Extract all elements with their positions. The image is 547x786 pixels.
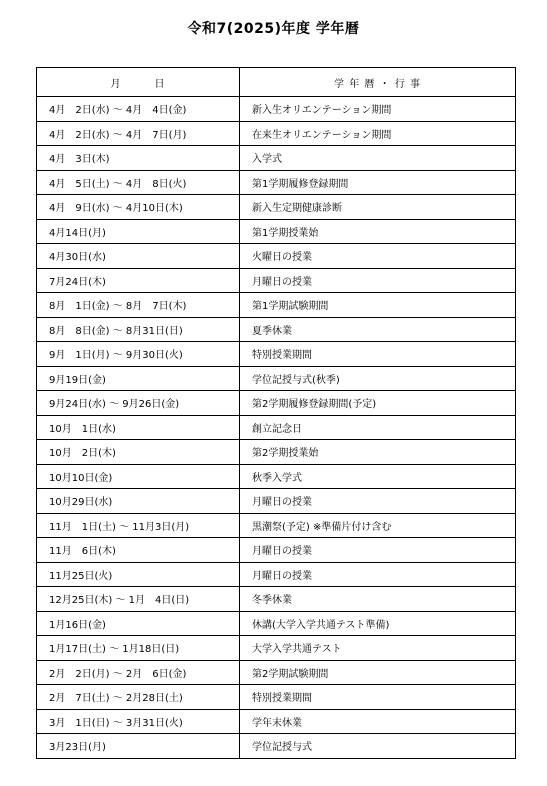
row-event: 創立記念日: [240, 415, 516, 440]
row-date: 12月25日(木) 〜 1月 4日(日): [37, 587, 240, 612]
row-date: 7月24日(木): [37, 268, 240, 293]
row-event: 冬季休業: [240, 587, 516, 612]
table-row: [37, 611, 516, 636]
row-date: 3月 1日(日) 〜 3月31日(火): [37, 709, 240, 734]
row-event: 特別授業期間: [240, 685, 516, 710]
table-row: [37, 293, 516, 318]
academic-calendar-table: [36, 67, 516, 759]
row-date: 11月 1日(土) 〜 11月3日(月): [37, 513, 240, 538]
row-event: 第1学期授業始: [240, 219, 516, 244]
row-event: 月曜日の授業: [240, 538, 516, 563]
table-row: [37, 636, 516, 661]
row-date: 4月 2日(水) 〜 4月 4日(金): [37, 97, 240, 122]
row-date: 9月24日(水) 〜 9月26日(金): [37, 391, 240, 416]
row-date: 10月10日(金): [37, 464, 240, 489]
table-row: [37, 121, 516, 146]
row-event: 新入生定期健康診断: [240, 195, 516, 220]
row-date: 4月30日(水): [37, 244, 240, 269]
row-date: 4月 2日(水) 〜 4月 7日(月): [37, 121, 240, 146]
row-event: 火曜日の授業: [240, 244, 516, 269]
row-date: 1月16日(金): [37, 611, 240, 636]
row-date: 4月 9日(水) 〜 4月10日(木): [37, 195, 240, 220]
date-column-header: 月 日: [37, 68, 240, 97]
table-row: [37, 464, 516, 489]
table-row: [37, 195, 516, 220]
table-row: [37, 317, 516, 342]
row-event: 第2学期履修登録期間(予定): [240, 391, 516, 416]
row-event: 特別授業期間: [240, 342, 516, 367]
row-date: 8月 1日(金) 〜 8月 7日(木): [37, 293, 240, 318]
row-event: 第2学期授業始: [240, 440, 516, 465]
row-date: 11月 6日(木): [37, 538, 240, 563]
table-row: [37, 97, 516, 122]
table-row: [37, 660, 516, 685]
row-event: 秋季入学式: [240, 464, 516, 489]
row-event: 学年末休業: [240, 709, 516, 734]
table-row: [37, 366, 516, 391]
row-event: 入学式: [240, 146, 516, 171]
page-title: 令和7(2025)年度 学年暦: [187, 21, 360, 37]
row-date: 2月 2日(月) 〜 2月 6日(金): [37, 660, 240, 685]
row-event: 在来生オリエンテーション期間: [240, 121, 516, 146]
row-date: 2月 7日(土) 〜 2月28日(土): [37, 685, 240, 710]
table-row: [37, 734, 516, 759]
row-event: 黒潮祭(予定) ※準備片付け含む: [240, 513, 516, 538]
row-event: 休講(大学入学共通テスト準備): [240, 611, 516, 636]
row-event: 大学入学共通テスト: [240, 636, 516, 661]
table-row: [37, 562, 516, 587]
row-event: 月曜日の授業: [240, 268, 516, 293]
row-event: 月曜日の授業: [240, 562, 516, 587]
table-row: [37, 146, 516, 171]
table-row: [37, 342, 516, 367]
table-row: [37, 415, 516, 440]
row-event: 第1学期試験期間: [240, 293, 516, 318]
row-event: 新入生オリエンテーション期間: [240, 97, 516, 122]
table-row: [37, 513, 516, 538]
table-row: [37, 709, 516, 734]
table-row: [37, 587, 516, 612]
table-row: [37, 685, 516, 710]
row-date: 9月 1日(月) 〜 9月30日(火): [37, 342, 240, 367]
row-date: 4月 3日(木): [37, 146, 240, 171]
row-date: 10月29日(水): [37, 489, 240, 514]
row-event: 第1学期履修登録期間: [240, 170, 516, 195]
row-date: 10月 2日(木): [37, 440, 240, 465]
row-date: 9月19日(金): [37, 366, 240, 391]
row-event: 学位記授与式: [240, 734, 516, 759]
table-row: [37, 244, 516, 269]
row-date: 4月 5日(土) 〜 4月 8日(火): [37, 170, 240, 195]
row-date: 10月 1日(水): [37, 415, 240, 440]
table-row: [37, 489, 516, 514]
event-column-header: 学 年 暦 ・ 行 事: [240, 68, 516, 97]
row-event: 第2学期試験期間: [240, 660, 516, 685]
row-event: 夏季休業: [240, 317, 516, 342]
table-header-row: [37, 68, 516, 97]
row-date: 11月25日(火): [37, 562, 240, 587]
row-event: 学位記授与式(秋季): [240, 366, 516, 391]
row-date: 3月23日(月): [37, 734, 240, 759]
table-row: [37, 538, 516, 563]
table-row: [37, 440, 516, 465]
table-row: [37, 268, 516, 293]
row-date: 1月17日(土) 〜 1月18日(日): [37, 636, 240, 661]
table-row: [37, 219, 516, 244]
table-row: [37, 170, 516, 195]
row-date: 8月 8日(金) 〜 8月31日(日): [37, 317, 240, 342]
row-event: 月曜日の授業: [240, 489, 516, 514]
table-row: [37, 391, 516, 416]
row-date: 4月14日(月): [37, 219, 240, 244]
